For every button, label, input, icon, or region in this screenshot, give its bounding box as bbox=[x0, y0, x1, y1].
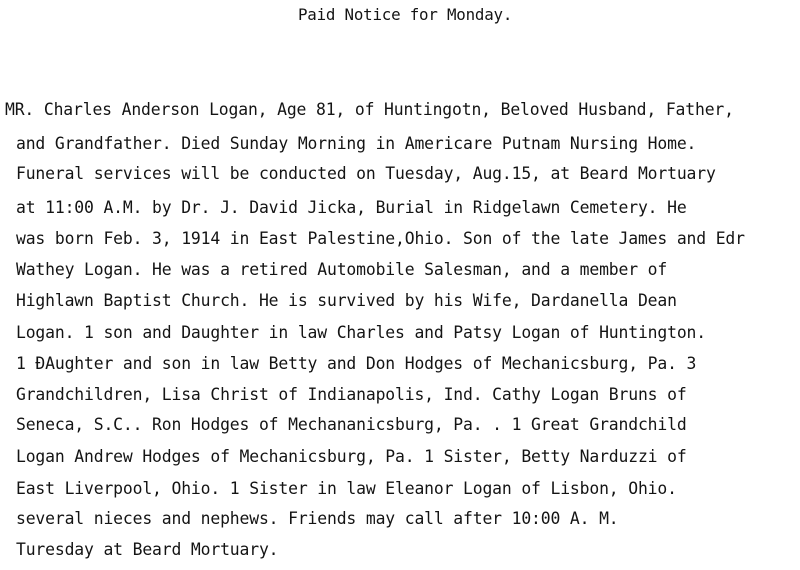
notice-line: 1 ÐAughter and son in law Betty and Don Hodges of Mechanicsburg, Pa. 3 bbox=[16, 354, 697, 373]
notice-line: Highlawn Baptist Church. He is survived by his Wife, Dardanella Dean bbox=[16, 291, 677, 310]
notice-line: Seneca, S.C.. Ron Hodges of Mechananicsburg, Pa. . 1 Great Grandchild bbox=[16, 415, 687, 434]
notice-line: and Grandfather. Died Sunday Morning in Americare Putnam Nursing Home. bbox=[16, 134, 697, 153]
notice-line: was born Feb. 3, 1914 in East Palestine,Ohio. Son of the late James and Edr bbox=[16, 229, 745, 248]
notice-line: Wathey Logan. He was a retired Automobile Salesman, and a member of bbox=[16, 260, 668, 279]
notice-line: Grandchildren, Lisa Christ of Indianapolis, Ind. Cathy Logan Bruns of bbox=[16, 385, 687, 404]
notice-line: Funeral services will be conducted on Tuesday, Aug.15, at Beard Mortuary bbox=[16, 164, 716, 183]
notice-line: Logan Andrew Hodges of Mechanicsburg, Pa. 1 Sister, Betty Narduzzi of bbox=[16, 447, 687, 466]
notice-heading: Paid Notice for Monday. bbox=[298, 5, 513, 24]
notice-line: several nieces and nephews. Friends may call after 10:00 A. M. bbox=[16, 509, 619, 528]
notice-line: MR. Charles Anderson Logan, Age 81, of Huntingotn, Beloved Husband, Father, bbox=[5, 100, 734, 119]
notice-line: Turesday at Beard Mortuary. bbox=[16, 540, 279, 559]
notice-line: East Liverpool, Ohio. 1 Sister in law Eleanor Logan of Lisbon, Ohio. bbox=[16, 479, 677, 498]
notice-line: Logan. 1 son and Daughter in law Charles and Patsy Logan of Huntington. bbox=[16, 323, 706, 342]
notice-line: at 11:00 A.M. by Dr. J. David Jicka, Burial in Ridgelawn Cemetery. He bbox=[16, 198, 687, 217]
